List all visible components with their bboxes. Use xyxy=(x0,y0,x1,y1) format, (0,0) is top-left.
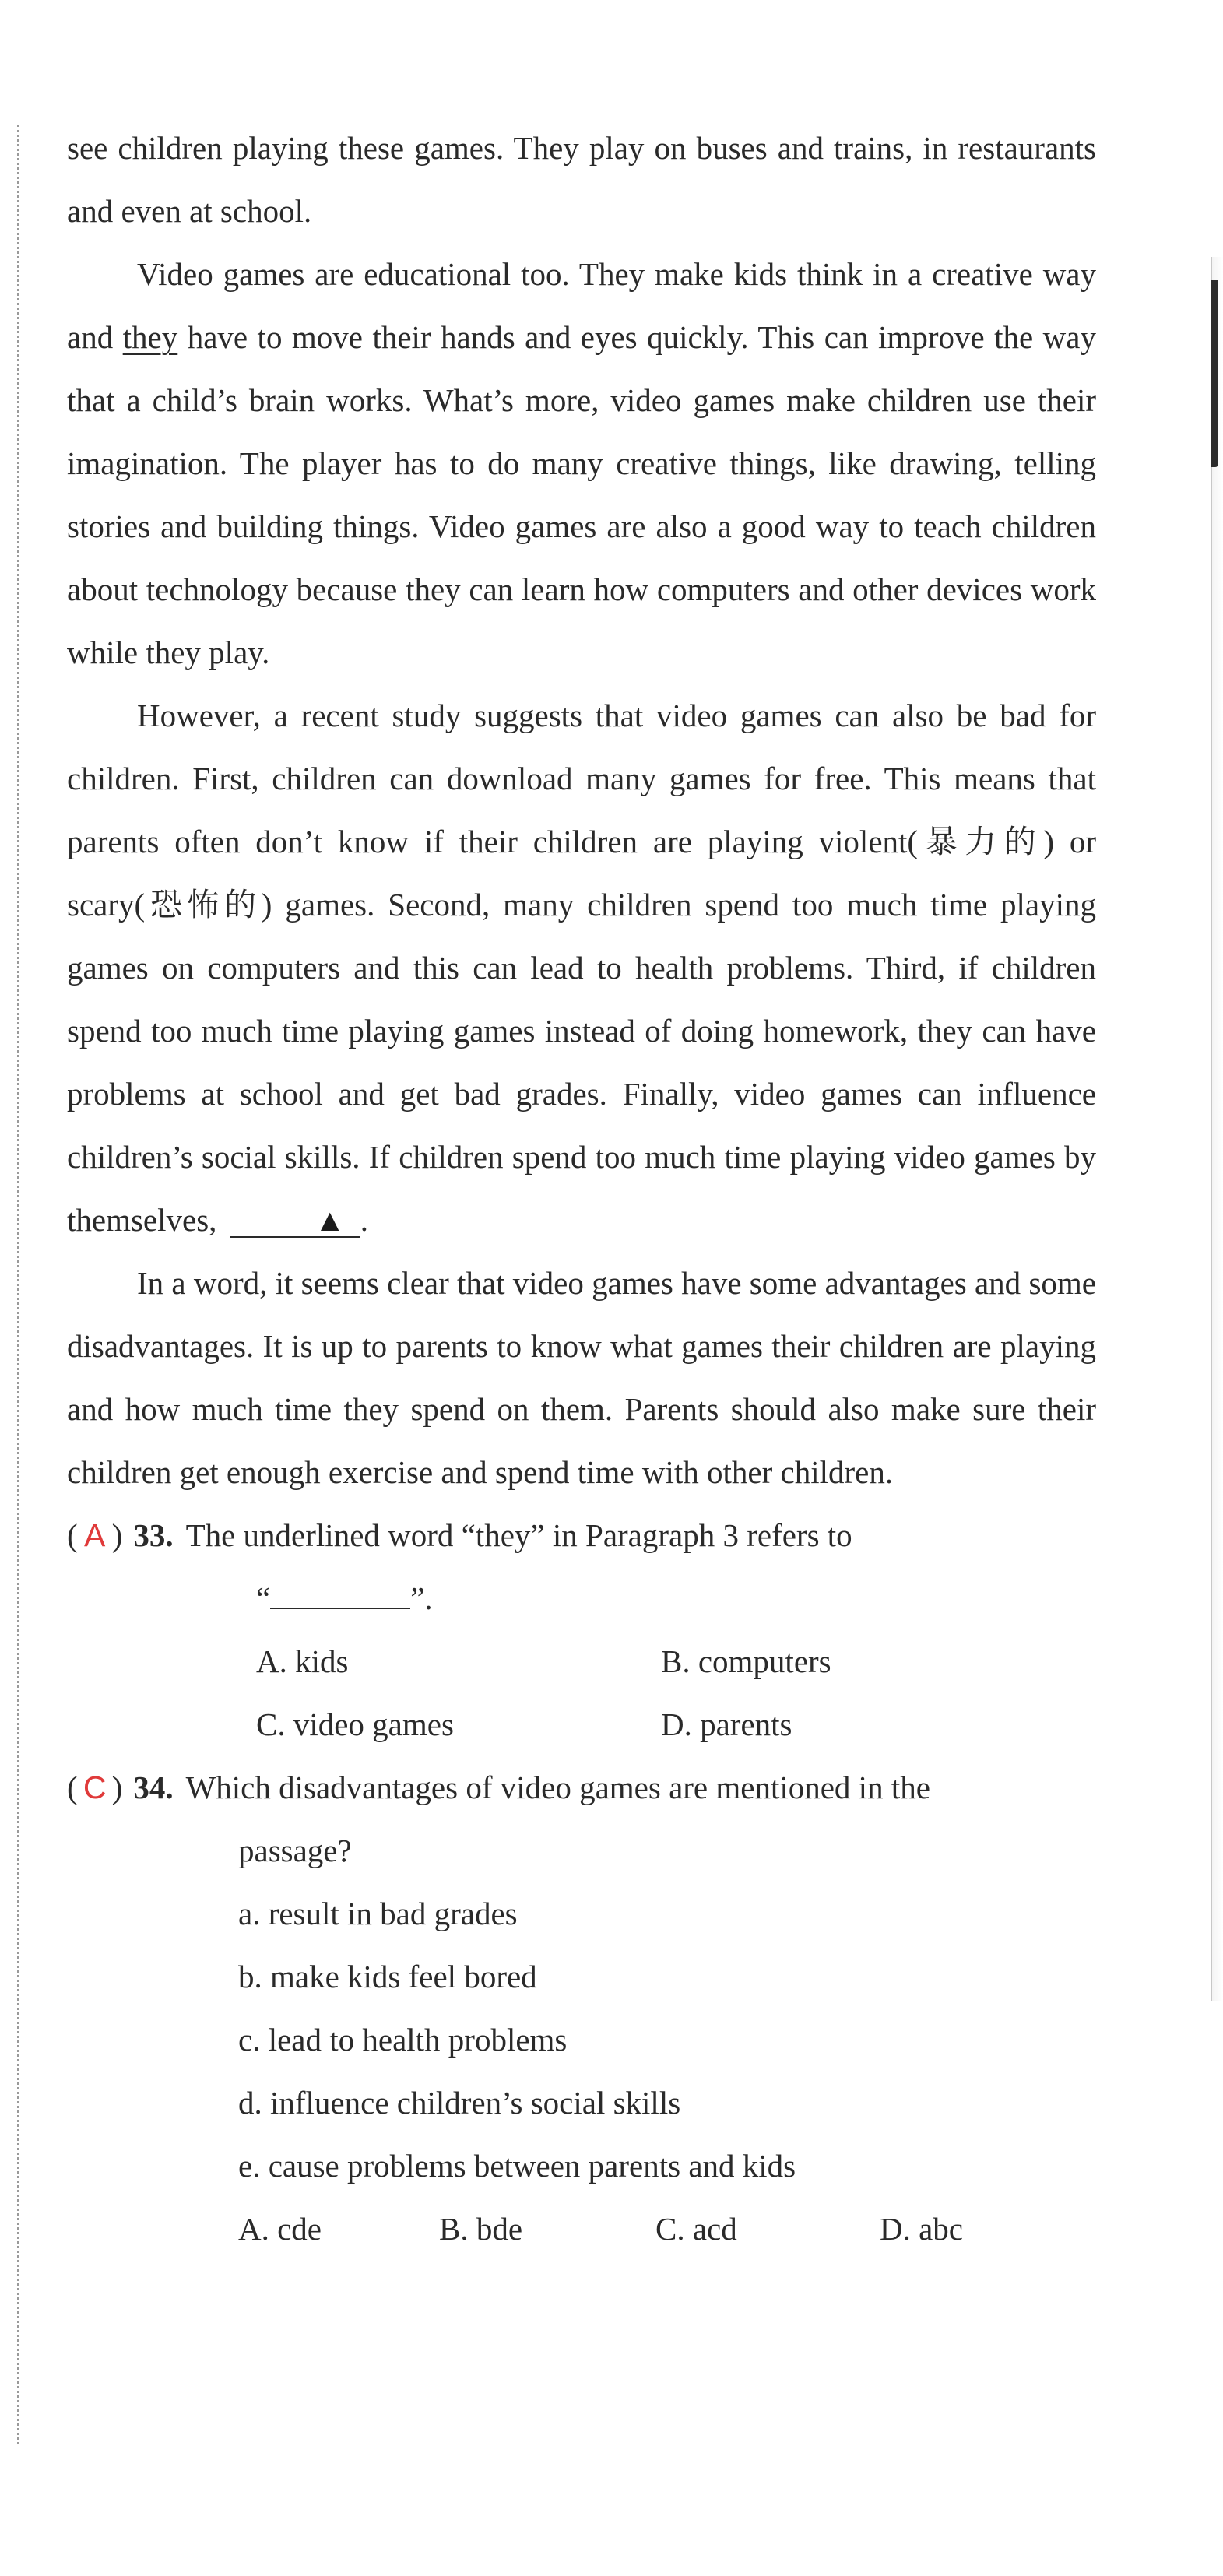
answer-mark: A xyxy=(83,1517,106,1553)
option: A. kids xyxy=(256,1643,349,1679)
option: B. computers xyxy=(661,1643,831,1679)
binding-margin-dots xyxy=(17,125,19,2444)
question-33 xyxy=(67,1504,1096,1756)
option: D. abc xyxy=(880,2211,964,2247)
question-number: 33. xyxy=(133,1517,174,1553)
list-item: e. cause problems between parents and kids xyxy=(238,2148,796,2184)
triangle-icon: ▲ xyxy=(314,1203,346,1238)
reading-page xyxy=(67,117,1096,2261)
question-text: Which disadvantages of video games are mentioned in the xyxy=(185,1769,930,1805)
question-34-continuation: passage? xyxy=(238,1833,352,1868)
answer-blank xyxy=(230,1204,360,1238)
list-item: c. lead to health problems xyxy=(238,2022,568,2058)
paragraph-3: However, a recent study suggests that video games can also be bad for children. First, children can download many games for free. This means that parents often don’t know if their children are playing violent(暴力的) or scary(恐怖的) games. Second, many children spend too much time playing games on computers and this can lead to health problems. Third, if children spend too much time playing games instead of doing homework, they can have problems at school and get bad grades. Finally, video games can influence children’s social skills. If children spend too much time playing video games by themselves, ▲ . xyxy=(67,698,1096,1238)
answer-mark: C xyxy=(83,1769,107,1805)
page-edge-notch xyxy=(1211,280,1218,467)
list-item: d. influence children’s social skills xyxy=(238,2085,681,2121)
option: B. bde xyxy=(439,2211,523,2247)
list-item: a. result in bad grades xyxy=(238,1896,518,1931)
question-33-options xyxy=(67,1630,1096,1756)
question-34 xyxy=(67,1756,1096,2261)
option: D. parents xyxy=(661,1706,792,1742)
question-33-continuation: “ ”. xyxy=(256,1580,433,1616)
question-34-options xyxy=(67,2198,1096,2261)
paragraph-2: Video games are educational too. They make kids think in a creative way and they have to move their hands and eyes quickly. This can improve the way that a child’s brain works. What’s more, video games make children use their imagination. The player has to do many creative things, like drawing, telling stories and building things. Video games are also a good way to teach children about technology because they can learn how computers and other devices work while they play. xyxy=(67,256,1096,670)
underlined-word: they xyxy=(122,319,178,355)
paragraph-1: see children playing these games. They play on buses and trains, in restaurants and even at school. xyxy=(67,130,1096,229)
paragraph-4: In a word, it seems clear that video games have some advantages and some disadvantages. It is up to parents to know what games their children are playing and how much time they spend on them. Parents should also make sure their children get enough exercise and spend time with other children. xyxy=(67,1265,1096,1490)
quote-blank xyxy=(270,1608,410,1609)
option: A. cde xyxy=(238,2211,322,2247)
option: C. video games xyxy=(256,1706,454,1742)
list-item: b. make kids feel bored xyxy=(238,1959,537,1994)
page-edge xyxy=(1211,257,1223,2001)
question-number: 34. xyxy=(133,1769,174,1805)
question-33-stem: ( A ) 33. The underlined word “they” in Paragraph 3 refers to xyxy=(67,1504,1096,1567)
question-34-stem: ( C ) 34. Which disadvantages of video games are mentioned in the xyxy=(67,1756,1096,1819)
question-text: The underlined word “they” in Paragraph 3 refers to xyxy=(185,1517,852,1553)
option: C. acd xyxy=(655,2211,737,2247)
